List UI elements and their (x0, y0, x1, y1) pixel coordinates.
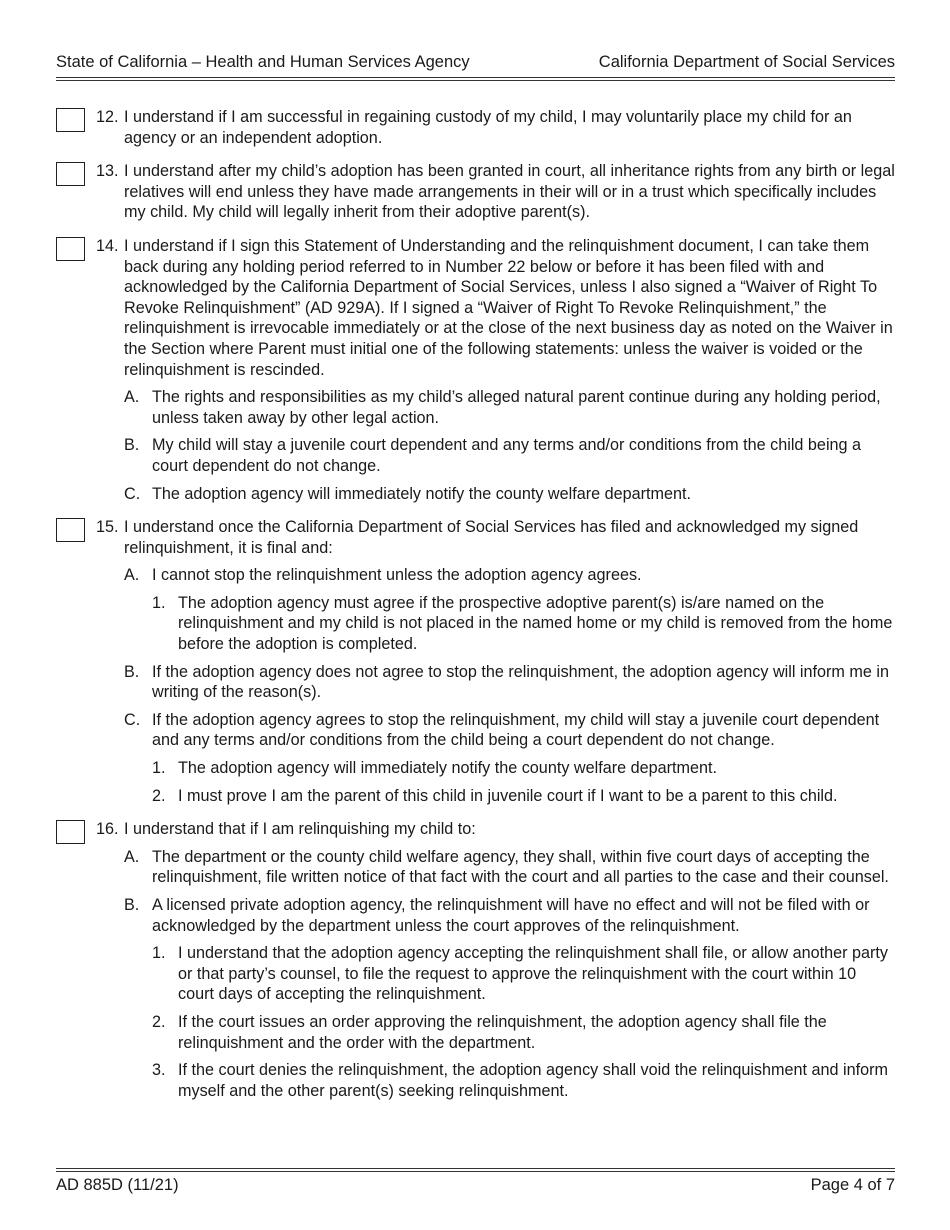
sub-item-14b (56, 435, 895, 476)
sub-item-label: C. (124, 710, 141, 729)
item-number: 14. (96, 236, 119, 255)
footer-rule-2 (56, 1171, 895, 1172)
sub-item-text: The rights and responsibilities as my child’s alleged natural parent continue during any holding period, unless taken away by other legal action. (152, 388, 881, 427)
sub-sub-item-16b2 (56, 1012, 895, 1053)
sub-item-text: The adoption agency will immediately notify the county welfare department. (152, 484, 691, 503)
sub-sub-item-label: 1. (152, 944, 166, 963)
sub-item-15b (56, 662, 895, 703)
item-text: I understand that if I am relinquishing my child to: (124, 820, 476, 839)
sub-sub-item-15c1 (56, 758, 895, 779)
statement-item-12 (56, 107, 895, 148)
sub-sub-item-label: 2. (152, 786, 166, 805)
sub-item-label: C. (124, 484, 141, 503)
sub-item-16a (56, 847, 895, 888)
sub-item-label: B. (124, 896, 140, 914)
sub-sub-item-text: I must prove I am the parent of this child in juvenile court if I want to be a parent to this child. (178, 786, 838, 805)
sub-sub-item-15c2 (56, 786, 895, 807)
sub-sub-item-16b1 (56, 943, 895, 1005)
item-number: 15. (96, 518, 119, 537)
sub-item-14a (56, 387, 895, 428)
statement-item-13 (56, 161, 895, 223)
checkbox-14[interactable] (56, 237, 85, 261)
sub-sub-item-label: 2. (152, 1012, 166, 1031)
sub-item-label: B. (124, 662, 140, 681)
item-text: I understand after my child’s adoption has been granted in court, all inheritance rights from any birth or legal relatives will end unless they have made arrangements in their will or in a trust which specifically includes my child. My child will legally inherit from their adoptive parent(s). (124, 162, 895, 222)
page-footer (56, 1175, 895, 1195)
sub-item-15a (56, 565, 895, 586)
header-department: California Department of Social Services (598, 53, 895, 71)
item-text: I understand if I sign this Statement of Understanding and the relinquishment document, I can take them back during any holding period referred to in Number 22 below or before it has been filed with and acknowledged by the California Department of Social Services, unless I also signed a “Waiver of Right To Revoke Relinquishment” (AD 929A). If I signed a “Waiver of Right To Revoke Relinquishment,” the relinquishment is irrevocable immediately or at the close of the next business day as noted on the Waiver in the Section where Parent must initial one of the following statements: unless the waiver is voided or the relinquishment is rescinded. (124, 236, 893, 379)
checkbox-16[interactable] (56, 820, 85, 844)
sub-item-15c (56, 710, 895, 751)
page-number: Page 4 of 7 (810, 1176, 895, 1194)
sub-sub-item-label: 1. (152, 759, 166, 778)
form-number: AD 885D (11/21) (56, 1176, 179, 1194)
sub-item-label: A. (124, 566, 140, 585)
sub-item-label: A. (124, 388, 140, 407)
sub-item-text: A licensed private adoption agency, the relinquishment will have no effect and will not be filed with or acknowledged by the department unless the court approves of the relinquishment. (152, 896, 870, 935)
sub-sub-item-text: The adoption agency must agree if the prospective adoptive parent(s) is/are named on the relinquishment and my child is not placed in the named home or my child is removed from the home before the adoption is completed. (178, 593, 893, 654)
item-text: I understand once the California Department of Social Services has filed and acknowledged my signed relinquishment, it is final and: (124, 518, 859, 557)
item-number: 12. (96, 108, 119, 126)
sub-item-16b (56, 895, 895, 936)
sub-item-text: The department or the county child welfare agency, they shall, within five court days of accepting the relinquishment, file written notice of that fact with the court and all parties to the case and their counsel. (152, 847, 889, 887)
header-agency: State of California – Health and Human Services Agency (56, 53, 470, 71)
header-rule-2 (56, 80, 895, 81)
statement-item-14 (56, 236, 895, 504)
checkbox-15[interactable] (56, 518, 85, 542)
header-rule (56, 77, 895, 78)
sub-item-text: My child will stay a juvenile court dependent and any terms and/or conditions from the child being a court dependent do not change. (152, 436, 862, 475)
statement-item-16 (56, 819, 895, 1101)
sub-item-text: I cannot stop the relinquishment unless the adoption agency agrees. (152, 566, 642, 585)
sub-item-14c (56, 484, 895, 505)
sub-item-label: B. (124, 436, 140, 455)
sub-sub-item-16b3 (56, 1060, 895, 1101)
checkbox-13[interactable] (56, 162, 85, 186)
item-number: 16. (96, 820, 119, 839)
statement-content (56, 107, 895, 1114)
sub-sub-item-label: 1. (152, 593, 166, 612)
sub-item-text: If the adoption agency does not agree to stop the relinquishment, the adoption agency will inform me in writing of the reason(s). (152, 662, 889, 702)
checkbox-12[interactable] (56, 108, 85, 132)
sub-sub-item-text: If the court issues an order approving the relinquishment, the adoption agency shall file the relinquishment and the order with the department. (178, 1012, 827, 1052)
statement-item-15 (56, 517, 895, 806)
sub-item-label: A. (124, 847, 140, 866)
footer-rule (56, 1168, 895, 1169)
sub-sub-item-label: 3. (152, 1061, 166, 1080)
item-text: I understand if I am successful in regaining custody of my child, I may voluntarily place my child for an agency or an independent adoption. (124, 108, 852, 147)
sub-sub-item-text: I understand that the adoption agency accepting the relinquishment shall file, or allow another party or that party’s counsel, to file the request to approve the relinquishment with the court within 10 court days of accepting the relinquishment. (178, 944, 888, 1004)
sub-item-text: If the adoption agency agrees to stop the relinquishment, my child will stay a juvenile court dependent and any terms and/or conditions from the child being a court dependent do not change. (152, 710, 880, 750)
sub-sub-item-text: The adoption agency will immediately notify the county welfare department. (178, 759, 717, 778)
page-header (56, 52, 895, 74)
item-number: 13. (96, 162, 119, 181)
sub-sub-item-text: If the court denies the relinquishment, the adoption agency shall void the relinquishment and inform myself and the other parent(s) seeking relinquishment. (178, 1061, 888, 1100)
sub-sub-item-15a1 (56, 593, 895, 655)
